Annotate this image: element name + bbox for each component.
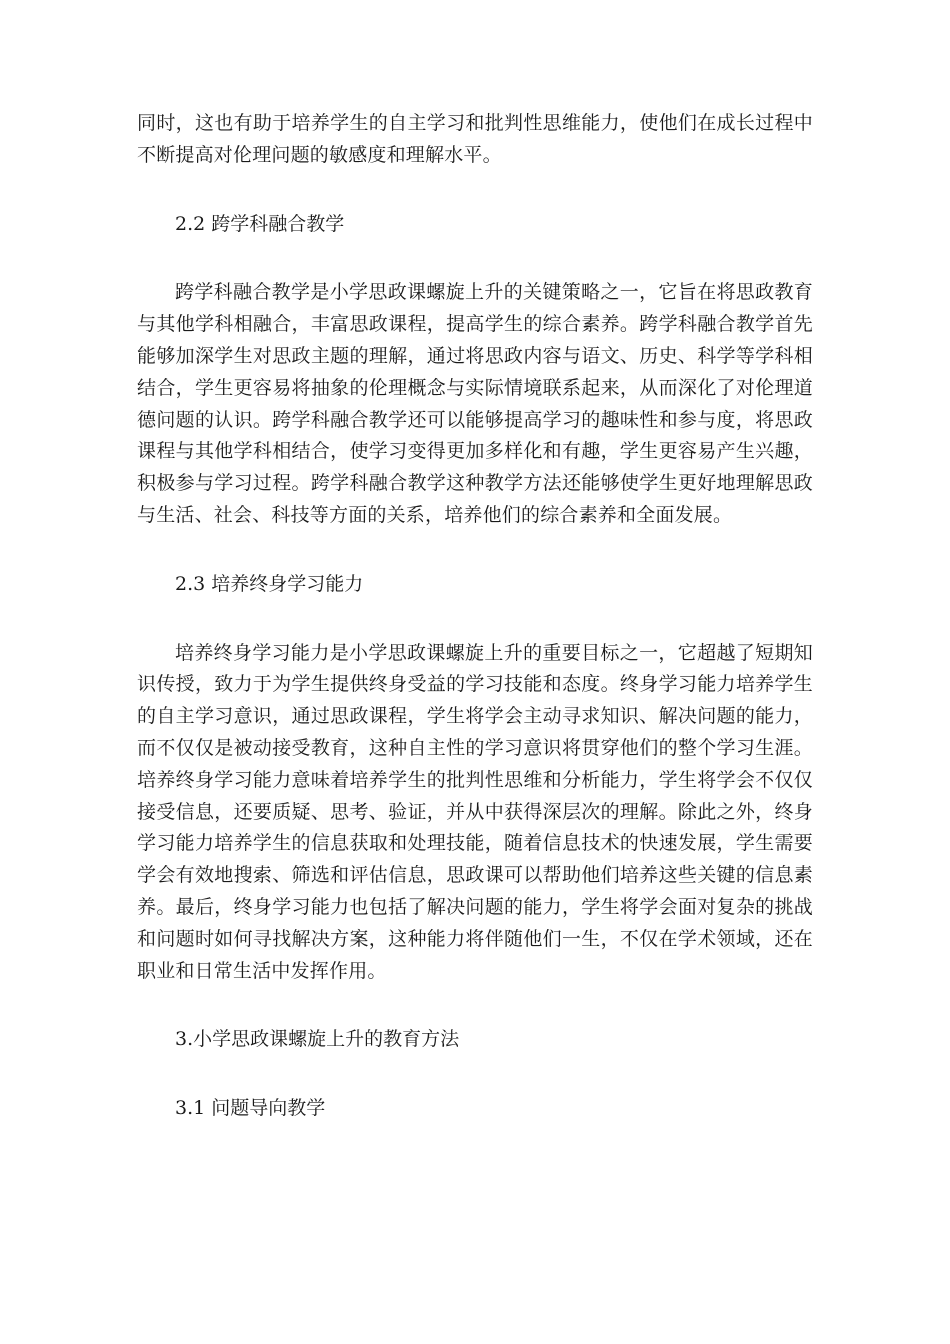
document-page bbox=[137, 108, 813, 1125]
spacer bbox=[137, 240, 813, 277]
spacer bbox=[137, 1056, 813, 1093]
section-heading-2-2: 2.2 跨学科融合教学 bbox=[175, 212, 345, 235]
section-heading-3-1: 3.1 问题导向教学 bbox=[175, 1097, 326, 1120]
spacer bbox=[137, 532, 813, 569]
paragraph-intro: 同时，这也有助于培养学生的自主学习和批判性思维能力，使他们在成长过程中不断提高对伦理问题的敏感度和理解水平。 bbox=[137, 112, 813, 166]
paragraph-lifelong-learning: 培养终身学习能力是小学思政课螺旋上升的重要目标之一，它超越了短期知识传授，致力于为学生提供终身受益的学习技能和态度。终身学习能力培养学生的自主学习意识，通过思政课程，学生将学会主动寻求知识、解决问题的能力，而不仅仅是被动接受教育，这种自主性的学习意识将贯穿他们的整个学习生涯。培养终身学习能力意味着培养学生的批判性思维和分析能力，学生将学会不仅仅接受信息，还要质疑、思考、验证，并从中获得深层次的理解。除此之外，终身学习能力培养学生的信息获取和处理技能，随着信息技术的快速发展，学生需要学会有效地搜索、筛选和评估信息，思政课可以帮助他们培养这些关键的信息素养。最后，终身学习能力也包括了解决问题的能力，学生将学会面对复杂的挑战和问题时如何寻找解决方案，这种能力将伴随他们一生，不仅在学术领域，还在职业和日常生活中发挥作用。 bbox=[137, 641, 813, 982]
spacer bbox=[137, 172, 813, 209]
spacer bbox=[137, 601, 813, 638]
section-heading-3: 3.小学思政课螺旋上升的教育方法 bbox=[175, 1028, 460, 1051]
paragraph-interdisciplinary: 跨学科融合教学是小学思政课螺旋上升的关键策略之一，它旨在将思政教育与其他学科相融合，丰富思政课程，提高学生的综合素养。跨学科融合教学首先能够加深学生对思政主题的理解，通过将思政内容与语文、历史、科学等学科相结合，学生更容易将抽象的伦理概念与实际情境联系起来，从而深化了对伦理道德问题的认识。跨学科融合教学还可以能够提高学习的趣味性和参与度，将思政课程与其他学科相结合，使学习变得更加多样化和有趣，学生更容易产生兴趣，积极参与学习过程。跨学科融合教学这种教学方法还能够使学生更好地理解思政与生活、社会、科技等方面的关系，培养他们的综合素养和全面发展。 bbox=[137, 281, 813, 526]
spacer bbox=[137, 987, 813, 1024]
section-heading-2-3: 2.3 培养终身学习能力 bbox=[175, 572, 364, 595]
